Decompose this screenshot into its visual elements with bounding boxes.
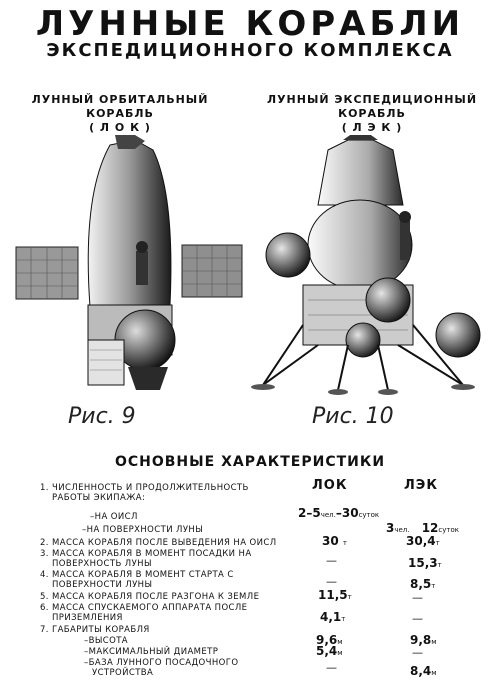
row-text-1: МАССА КОРАБЛЯ ПОСЛЕ ВЫВЕДЕНИЯ НА ОИСЛ [52,538,277,548]
value-unit: т [437,561,442,569]
value-oisl-lok [298,506,379,520]
value-unit: суток [438,526,459,534]
value-part: 12 [421,521,439,535]
dash-start-lok: — [326,575,337,588]
row-text-1: МАССА КОРАБЛЯ В МОМЕНТ ПОСАДКИ НА [52,549,252,559]
dash-capsule-lek: — [412,612,423,625]
lek-label [262,93,482,135]
row-text-2: ПОВЕРХНОСТИ ЛУНЫ [52,580,153,590]
row-text-2: РАБОТЫ ЭКИПАЖА: [52,493,146,503]
value-part: 2–5 [298,506,321,520]
lok-illustration [10,135,250,415]
value-landing-lek [408,556,442,570]
row-base [84,658,284,678]
lek-illustration [248,135,493,405]
value-part: –30 [335,506,359,520]
value-unit: м [337,649,343,657]
row-number: 5. [40,592,49,602]
value-part: 9,8 [410,633,432,647]
row-6 [40,603,280,623]
row-text-1: ЧИСЛЕННОСТЬ И ПРОДОЛЖИТЕЛЬНОСТЬ [52,483,249,493]
value-unit: м [337,638,343,646]
value-unit: м [431,669,437,677]
dash-base-lok: — [326,661,337,674]
row-text-1: МАССА КОРАБЛЯ В МОМЕНТ СТАРТА С [52,570,234,580]
value-part: 15,3 [408,556,438,570]
value-moon-lek [386,521,459,535]
row-3 [40,549,280,569]
value-height-lek [410,633,437,647]
row-number: 6. [40,603,49,613]
lok-caption: Рис. 9 [68,404,136,429]
value-unit: чел. [320,511,336,519]
value-part: 30,4 [406,534,436,548]
row-text-2: УСТРОЙСТВА [92,668,154,678]
row-height: –ВЫСОТА [84,636,129,646]
value-part: 9,6 [316,633,338,647]
value-unit: т [341,615,346,623]
row-number: 3. [40,549,49,559]
value-unit: чел. [394,526,410,534]
value-mass-orbit-lek [406,534,440,548]
value-part: 8,5 [410,577,432,591]
value-unit: т [347,593,352,601]
dash-earth-lek: — [412,591,423,604]
row-diameter: –МАКСИМАЛЬНЫЙ ДИАМЕТР [84,647,219,657]
lok-label-line2: КОРАБЛЬ [86,107,154,120]
row-text-2: ПОВЕРХНОСТЬ ЛУНЫ [52,559,152,569]
value-mass-earth-lok [318,588,352,602]
lek-label-line2: КОРАБЛЬ [338,107,406,120]
row-number: 4. [40,570,49,580]
row-text-1: ГАБАРИТЫ КОРАБЛЯ [52,625,150,635]
value-part: 5,4 [316,644,338,658]
row-text-1: МАССА КОРАБЛЯ ПОСЛЕ РАЗГОНА К ЗЕМЛЕ [52,592,260,602]
row-5 [40,592,300,602]
dash-landing-lok: — [326,554,337,567]
value-part: 3 [386,521,395,535]
row-number: 2. [40,538,49,548]
lek-label-line1: ЛУННЫЙ ЭКСПЕДИЦИОННЫЙ [266,93,478,106]
value-diam-lok [316,644,343,658]
row-number: 1. [40,483,49,493]
dash-diam-lek: — [412,646,423,659]
row-4 [40,570,280,590]
value-unit: м [431,638,437,646]
characteristics-heading: ОСНОВНЫЕ ХАРАКТЕРИСТИКИ [114,454,386,470]
value-unit: т [342,539,347,547]
lok-label-line3: ( Л О К ) [89,121,151,134]
lek-caption: Рис. 10 [312,404,394,429]
row-1 [40,483,280,503]
value-unit: суток [358,511,380,519]
value-part: 8,4 [410,664,432,678]
row-7 [40,625,280,635]
value-unit: т [435,539,440,547]
col-lek: ЛЭК [404,478,438,493]
value-part: 4,1 [320,610,342,624]
subtitle: ЭКСПЕДИЦИОННОГО КОМПЛЕКСА [46,40,454,61]
lok-label-line1: ЛУННЫЙ ОРБИТАЛЬНЫЙ [31,93,209,106]
main-title: ЛУННЫЕ КОРАБЛИ [35,4,465,44]
row-moon-surface: –НА ПОВЕРХНОСТИ ЛУНЫ [82,525,204,535]
value-base-lek [410,664,437,678]
value-start-lek [410,577,435,591]
value-part: 11,5 [318,588,348,602]
value-unit: т [431,582,436,590]
row-text-1: МАССА СПУСКАЕМОГО АППАРАТА ПОСЛЕ [52,603,248,613]
col-lok: ЛОК [312,478,348,493]
row-number: 7. [40,625,49,635]
row-text-2: ПРИЗЕМЛЕНИЯ [52,613,123,623]
row-oisl: –НА ОИСЛ [90,512,138,522]
value-capsule-lok [320,610,345,624]
row-text-1: –БАЗА ЛУННОГО ПОСАДОЧНОГО [84,658,239,668]
lok-label [20,93,220,135]
row-2 [40,538,300,548]
value-part: 30 [322,534,339,548]
value-mass-orbit-lok [322,534,347,548]
lek-label-line3: ( Л Э К ) [341,121,403,134]
